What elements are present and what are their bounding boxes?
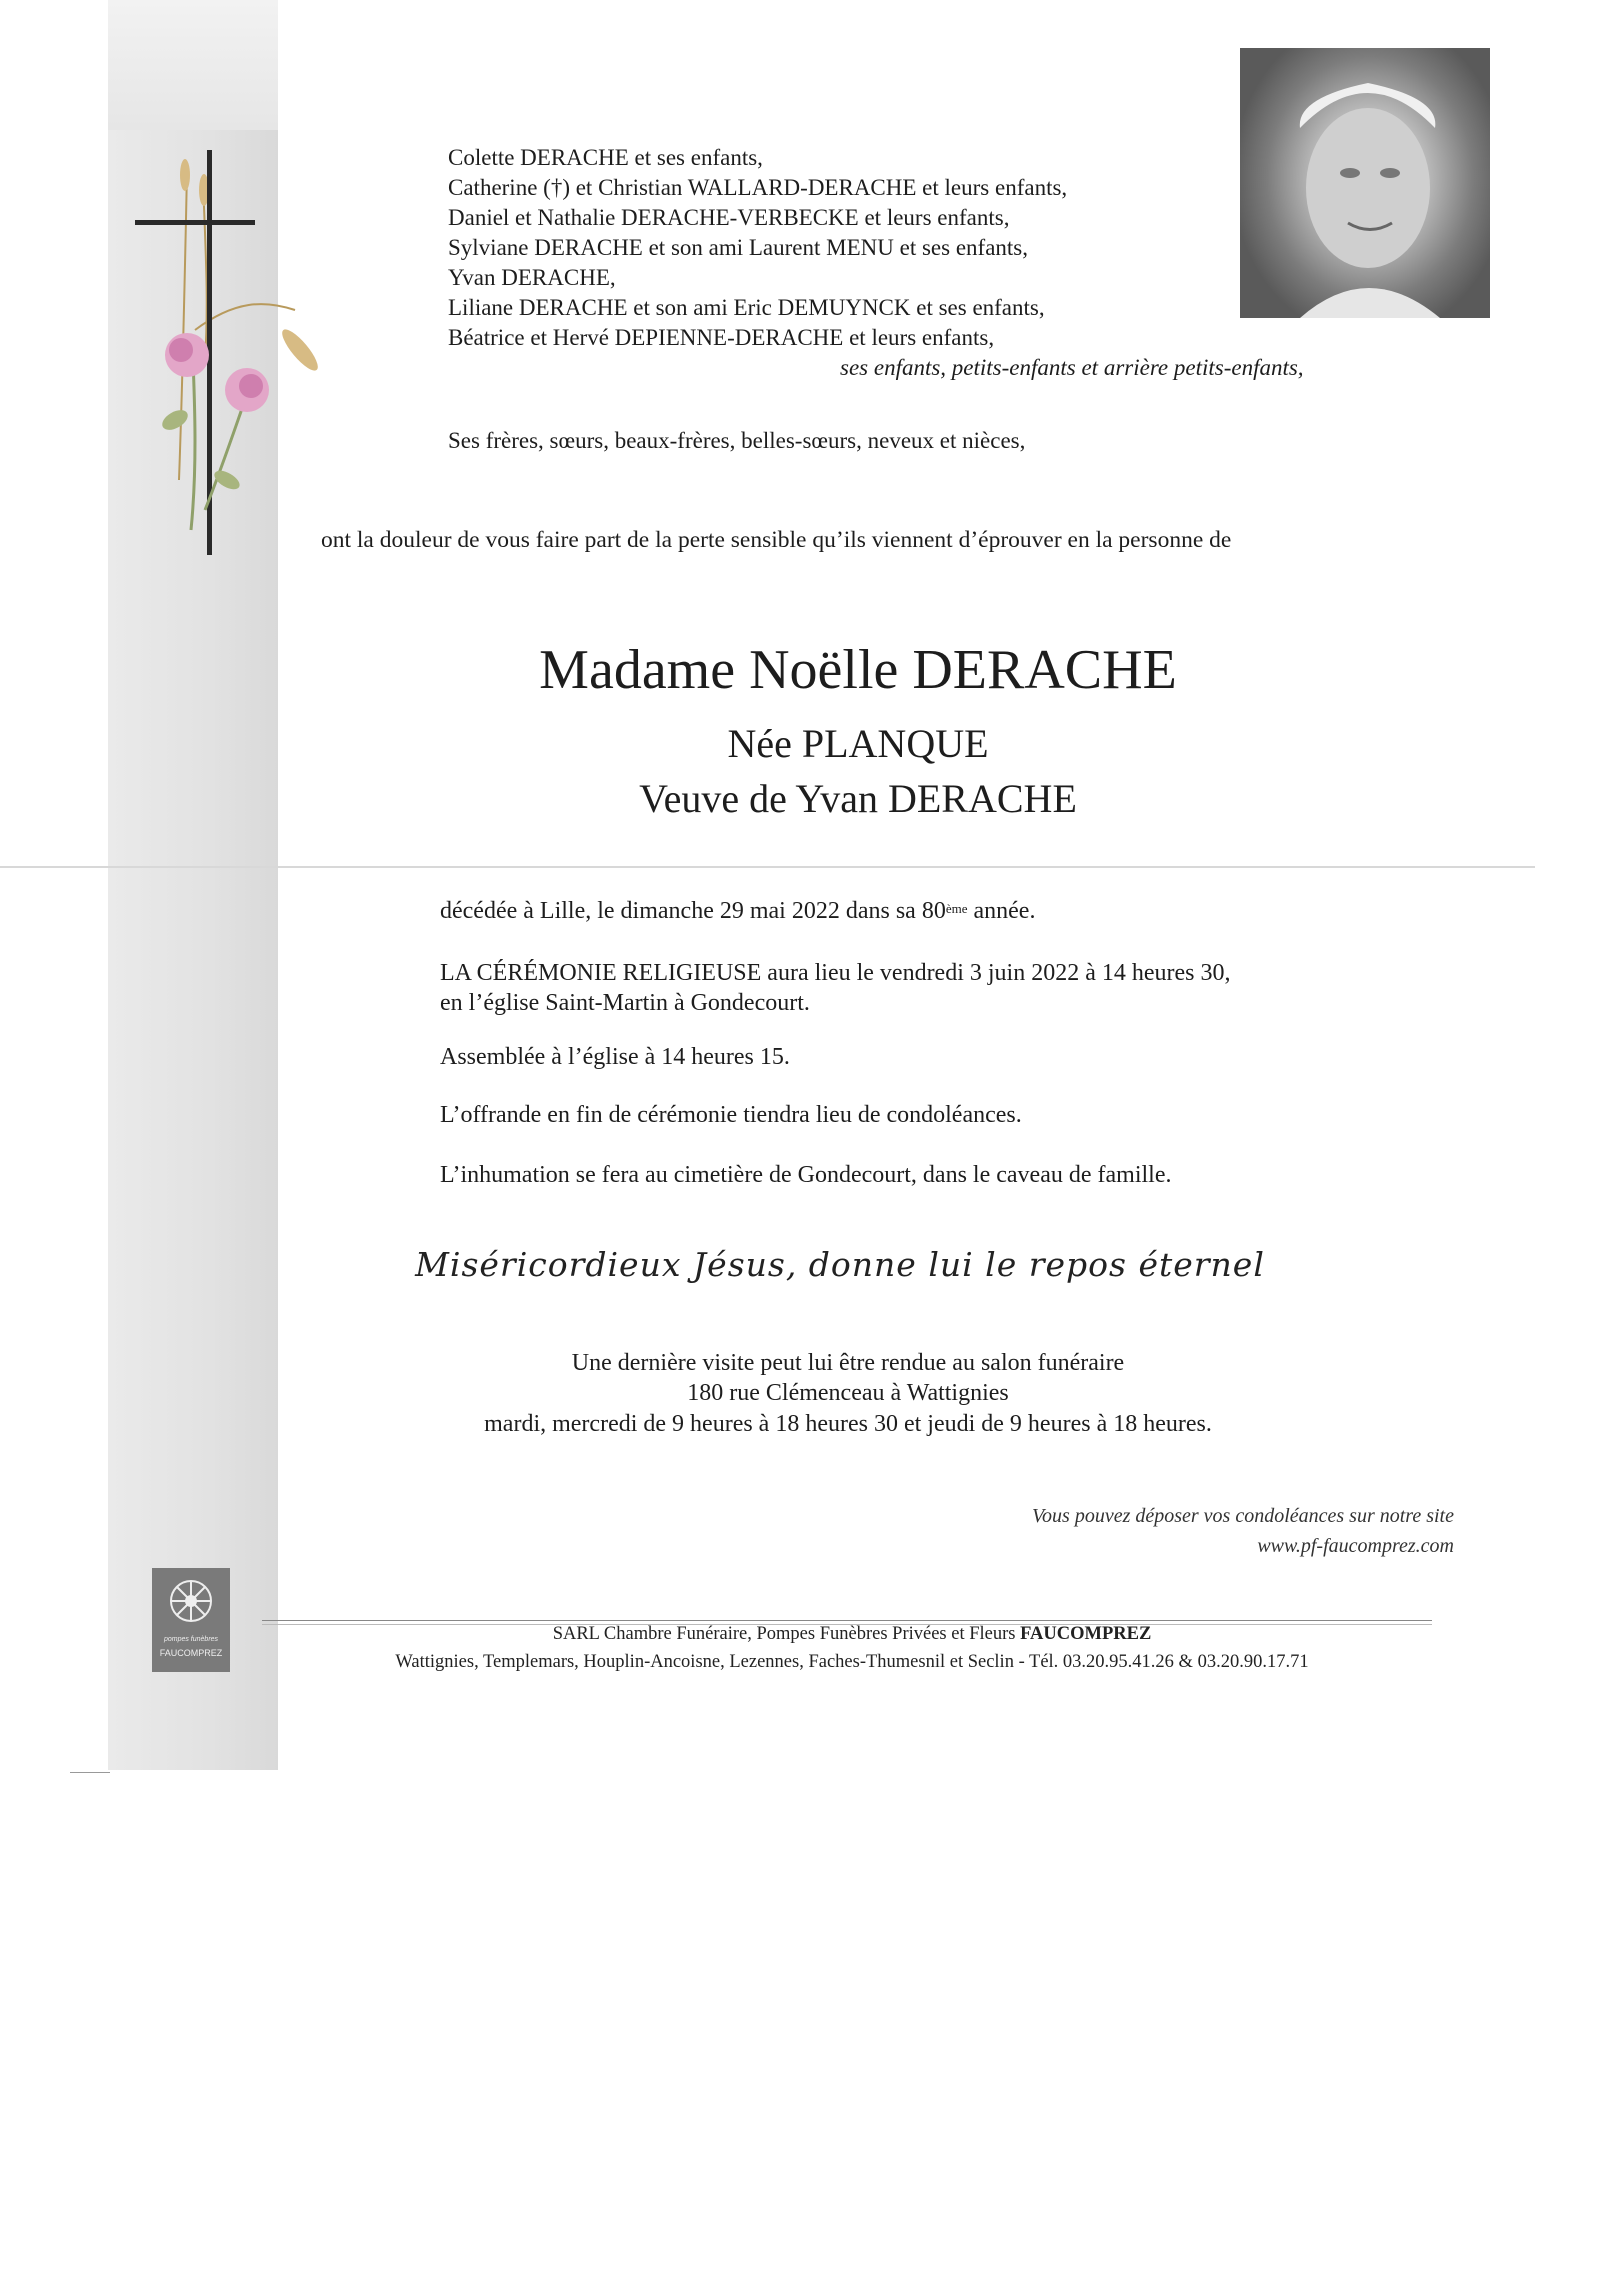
prayer-line: Miséricordieux Jésus, donne lui le repos éternel xyxy=(415,1245,1265,1284)
siblings-line: Ses frères, sœurs, beaux-frères, belles-sœurs, neveux et nièces, xyxy=(448,428,1026,453)
website-link[interactable]: www.pf-faucomprez.com xyxy=(1257,1535,1454,1557)
family-line: Yvan DERACHE, xyxy=(448,265,616,290)
rosette-icon xyxy=(168,1578,214,1624)
visit-hours: mardi, mercredi de 9 heures à 18 heures 30 et jeudi de 9 heures à 18 heures. xyxy=(484,1411,1212,1437)
death-text: décédée à Lille, le dimanche 29 mai 2022 dans sa 80 xyxy=(440,898,946,924)
visit-address: 180 rue Clémenceau à Wattignies xyxy=(687,1380,1009,1406)
footer-company-text: SARL Chambre Funéraire, Pompes Funèbres Privées et Fleurs xyxy=(552,1624,1021,1644)
offering-line: L’offrande en fin de cérémonie tiendra lieu de condoléances. xyxy=(440,1102,1022,1128)
announcement-line: ont la douleur de vous faire part de la perte sensible qu’ils viennent d’éprouver en la personne de xyxy=(321,527,1232,553)
family-line: Daniel et Nathalie DERACHE-VERBECKE et leurs enfants, xyxy=(448,205,1010,230)
condolences-line: Vous pouvez déposer vos condoléances sur notre site xyxy=(1032,1505,1454,1527)
family-line: Béatrice et Hervé DEPIENNE-DERACHE et leurs enfants, xyxy=(448,325,995,350)
family-line: Liliane DERACHE et son ami Eric DEMUYNCK et ses enfants, xyxy=(448,295,1045,320)
funeral-home-logo xyxy=(152,1568,230,1672)
footer-locations: Wattignies, Templemars, Houplin-Ancoisne, Lezennes, Faches-Thumesnil et Seclin - Tél. 03.20.95.41.26 & 03.20.90.17.71 xyxy=(395,1652,1309,1672)
ordinal-suffix: ème xyxy=(945,901,968,916)
rose-icon xyxy=(159,333,269,530)
side-band-top xyxy=(108,0,278,130)
logo-brand: FAUCOMPREZ xyxy=(159,1648,223,1658)
death-tail: année. xyxy=(967,898,1036,924)
family-summary: ses enfants, petits-enfants et arrière petits-enfants, xyxy=(840,355,1304,380)
footer-rule xyxy=(262,1620,1432,1621)
deceased-photo xyxy=(1240,48,1490,318)
family-line: Colette DERACHE et ses enfants, xyxy=(448,145,763,170)
ceremony-line: LA CÉRÉMONIE RELIGIEUSE aura lieu le vendredi 3 juin 2022 à 14 heures 30, xyxy=(440,960,1231,986)
wheat-stalks-icon xyxy=(179,159,323,480)
ceremony-location: en l’église Saint-Martin à Gondecourt. xyxy=(440,990,810,1016)
deceased-name: Madame Noëlle DERACHE xyxy=(539,639,1177,701)
page-edge xyxy=(70,1772,110,1773)
birth-name: Née PLANQUE xyxy=(727,721,989,766)
visit-line: Une dernière visite peut lui être rendue au salon funéraire xyxy=(571,1350,1125,1376)
footer-company xyxy=(553,1624,1152,1645)
family-line: Sylviane DERACHE et son ami Laurent MENU et ses enfants, xyxy=(448,235,1028,260)
logo-tagline: pompes funèbres xyxy=(163,1636,219,1643)
burial-line: L’inhumation se fera au cimetière de Gondecourt, dans le caveau de famille. xyxy=(440,1162,1172,1188)
widow-of: Veuve de Yvan DERACHE xyxy=(639,776,1077,821)
cross-flowers-illustration xyxy=(135,150,335,650)
fold-divider xyxy=(0,866,1535,868)
death-line xyxy=(440,896,1035,926)
family-line: Catherine (†) et Christian WALLARD-DERACHE et leurs enfants, xyxy=(448,175,1068,200)
footer-brand: FAUCOMPREZ xyxy=(1020,1624,1152,1644)
assembly-line: Assemblée à l’église à 14 heures 15. xyxy=(440,1044,790,1070)
